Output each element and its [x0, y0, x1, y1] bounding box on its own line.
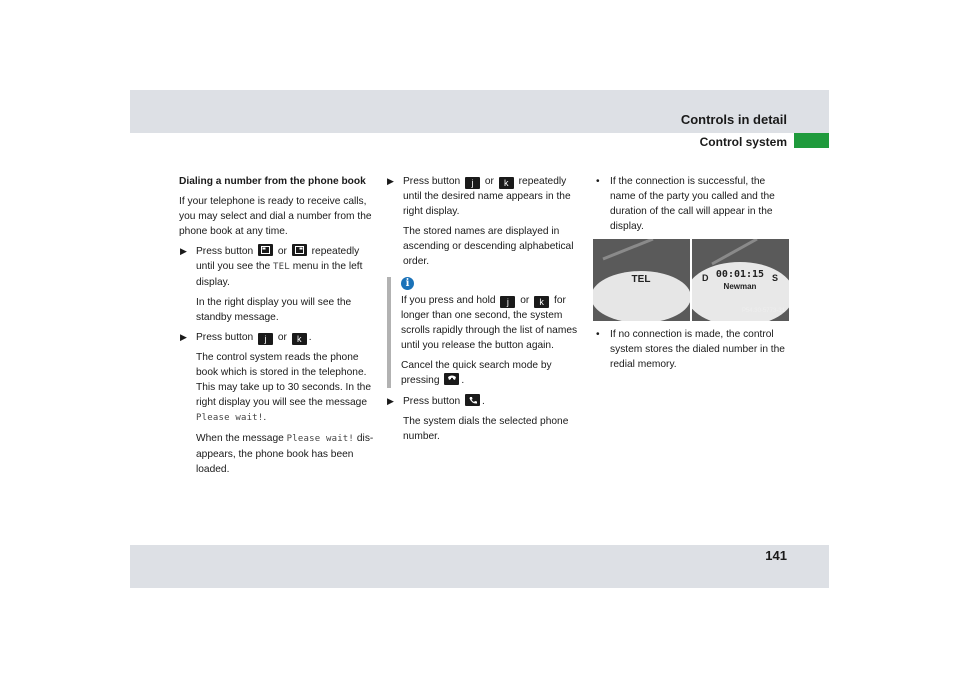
display-code: TEL — [273, 262, 290, 272]
step-1-note: In the right display you will see the standby message. — [196, 297, 352, 323]
called-party-name: Newman — [723, 282, 757, 291]
bullet-text: If no connection is made, the control system stores the dialed number in the redial memory. — [610, 329, 785, 370]
step-arrow-icon: ▶ — [180, 332, 187, 342]
step-text: Press button — [403, 396, 461, 407]
bullet-text: If the connection is successful, the name of the party you called and the duration of the call will appear in the display. — [610, 176, 775, 232]
info-text-part: or — [520, 295, 530, 306]
note-text: . — [263, 412, 267, 423]
column-3 — [593, 174, 789, 377]
step-arrow-icon: ▶ — [180, 246, 187, 256]
info-icon: i — [401, 277, 414, 290]
call-duration: 00:01:15 — [715, 269, 765, 280]
right-display-photo — [692, 239, 789, 321]
step-text: . — [482, 396, 485, 407]
step-4 — [386, 394, 582, 409]
step-arrow-icon: ▶ — [387, 176, 394, 186]
photo-caption: P54.30-5773-31 — [741, 308, 785, 314]
step-3 — [386, 174, 582, 219]
step-2-note — [179, 350, 375, 426]
section-tab — [794, 133, 829, 148]
menu-right-button-icon — [292, 244, 307, 256]
scroll-down-button-icon: k — [499, 177, 514, 189]
right-display-d: D — [702, 273, 709, 283]
note-text: dis-appears, the phone book has been loaded. — [196, 433, 374, 475]
right-display-s: S — [772, 273, 779, 283]
scroll-up-button-icon: j — [500, 296, 515, 308]
step-text: or — [277, 332, 287, 343]
info-bar — [387, 277, 391, 388]
footer-band — [130, 545, 829, 588]
column-2 — [386, 174, 582, 449]
info-text — [401, 293, 582, 353]
info-text-part: Cancel the quick search mode by pressing — [401, 360, 552, 386]
section-subtitle: Control system — [699, 135, 787, 149]
scroll-up-button-icon: j — [258, 333, 273, 345]
page-number: 141 — [765, 548, 787, 563]
scroll-down-button-icon: k — [292, 333, 307, 345]
left-display-label: TEL — [631, 274, 651, 285]
step-text: repeatedly until the desired name appears in the right display. — [403, 176, 571, 217]
step-text: Press button — [196, 246, 254, 257]
intro-text: If your telephone is ready to receive calls, you may select and dial a number from the phone book at any time. — [179, 196, 372, 237]
bullet-no-connection — [593, 327, 789, 372]
scroll-up-button-icon: j — [465, 177, 480, 189]
bullet-icon: • — [596, 176, 600, 187]
step-arrow-icon: ▶ — [387, 396, 394, 406]
step-text: repeatedly until you see the — [196, 246, 360, 272]
step-2 — [179, 330, 375, 345]
bullet-connection-success — [593, 174, 789, 234]
step-1 — [179, 244, 375, 290]
note-text: The control system reads the phone book which is stored in the telephone. This may take up to 30 seconds. In the right display you will see the message — [196, 352, 371, 408]
bullet-icon: • — [596, 329, 600, 340]
step-2-note-2 — [179, 431, 375, 477]
column-1 — [179, 174, 375, 482]
info-text-cancel — [401, 358, 582, 388]
step-4-note: The system dials the selected phone number. — [403, 416, 569, 442]
section-title: Controls in detail — [680, 112, 787, 127]
info-text-part: If you press and hold — [401, 295, 496, 306]
menu-left-button-icon — [258, 244, 273, 256]
left-display-photo — [593, 239, 690, 321]
call-button-icon — [465, 394, 480, 406]
note-text: When the message — [196, 433, 284, 444]
end-call-button-icon — [444, 373, 459, 385]
step-text: menu in the left display. — [196, 261, 363, 288]
step-text: . — [308, 332, 312, 343]
info-text-part: for longer than one second, the system scrolls rapidly through the list of names until you release the button again. — [401, 295, 578, 351]
scroll-down-button-icon: k — [534, 296, 549, 308]
step-text: Press button — [196, 332, 254, 343]
step-text: or — [277, 246, 287, 257]
display-code: Please wait! — [286, 434, 355, 444]
section-heading: Dialing a number from the phone book — [179, 176, 366, 187]
display-code: Please wait! — [196, 413, 264, 423]
step-3-note: The stored names are displayed in ascending or descending alphabetical order. — [403, 226, 574, 267]
step-text: Press button — [403, 176, 461, 187]
display-photo — [593, 239, 789, 321]
info-text-part: . — [461, 375, 465, 386]
step-text: or — [484, 176, 494, 187]
info-box — [386, 277, 582, 388]
